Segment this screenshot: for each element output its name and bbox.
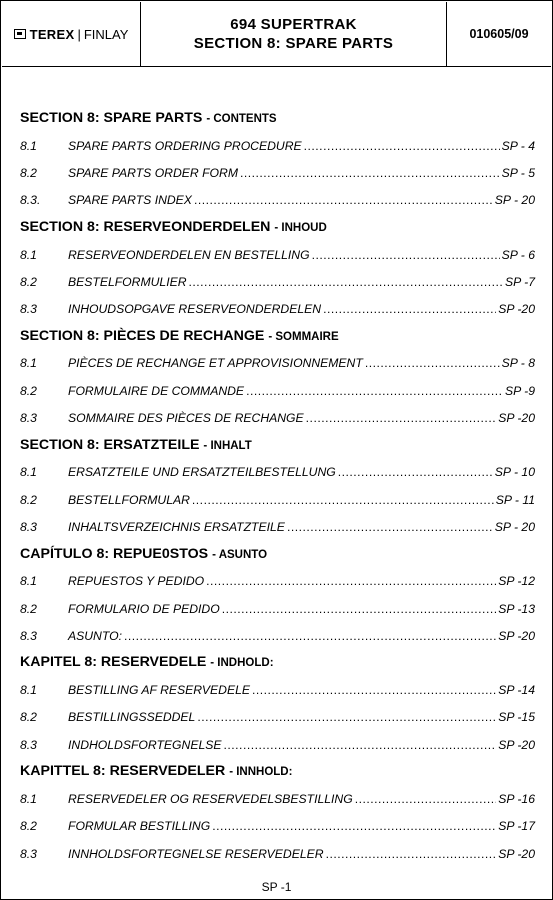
dot-leader bbox=[355, 792, 496, 806]
dot-leader bbox=[224, 738, 497, 752]
section-heading bbox=[20, 105, 535, 132]
section-title: KAPITTEL 8: RESERVEDELER bbox=[20, 763, 226, 780]
toc-entry[interactable] bbox=[20, 676, 535, 703]
entry-number: 8.2 bbox=[20, 819, 37, 834]
entry-page: SP -7 bbox=[504, 274, 535, 289]
document-code: 010605/09 bbox=[469, 27, 529, 41]
entry-page: SP -20 bbox=[498, 846, 535, 861]
dot-leader bbox=[365, 356, 500, 370]
toc-entry[interactable] bbox=[20, 813, 535, 840]
section-subtitle: - ASUNTO bbox=[212, 548, 268, 561]
dot-leader bbox=[252, 683, 496, 697]
entry-number: 8.3 bbox=[20, 411, 37, 426]
toc-entry[interactable] bbox=[20, 595, 535, 622]
dot-leader bbox=[323, 302, 496, 316]
toc-entry[interactable] bbox=[20, 785, 535, 812]
toc-entry[interactable] bbox=[20, 295, 535, 322]
entry-title: ERSATZTEILE UND ERSATZTEILBESTELLUNG bbox=[68, 465, 336, 480]
entry-number: 8.1 bbox=[20, 465, 37, 480]
entry-page: SP - 6 bbox=[501, 247, 535, 262]
entry-title: FORMULAIRE DE COMMANDE bbox=[68, 383, 245, 398]
title-line-1: 694 SUPERTRAK bbox=[230, 16, 357, 33]
section-title: SECTION 8: ERSATZTEILE bbox=[20, 436, 200, 453]
brand-separator: | bbox=[77, 26, 81, 42]
section-title: KAPITEL 8: RESERVEDELE bbox=[20, 654, 207, 671]
section-title: CAPÍTULO 8: REPUE0STOS bbox=[20, 545, 209, 562]
dot-leader bbox=[212, 819, 496, 833]
dot-leader bbox=[326, 847, 497, 861]
entry-number: 8.2 bbox=[20, 165, 37, 180]
dot-leader bbox=[306, 411, 497, 425]
entry-title: BESTELLFORMULAR bbox=[68, 492, 190, 507]
entry-number: 8.2 bbox=[20, 492, 37, 507]
dot-leader bbox=[304, 139, 500, 153]
entry-number: 8.1 bbox=[20, 356, 37, 371]
entry-number: 8.1 bbox=[20, 574, 37, 589]
dot-leader bbox=[197, 710, 496, 724]
dot-leader bbox=[206, 574, 496, 588]
entry-page: SP -9 bbox=[504, 383, 535, 398]
entry-page: SP -14 bbox=[498, 683, 535, 698]
section-heading bbox=[20, 214, 535, 241]
dot-leader bbox=[192, 493, 494, 507]
toc-entry[interactable] bbox=[20, 159, 535, 186]
title-line-2: SECTION 8: SPARE PARTS bbox=[193, 35, 394, 52]
section-subtitle: - INHOUD bbox=[274, 221, 327, 234]
entry-page: SP - 11 bbox=[495, 492, 535, 507]
section-subtitle: - INHALT bbox=[203, 439, 252, 452]
toc-entry[interactable] bbox=[20, 459, 535, 486]
entry-number: 8.3 bbox=[20, 628, 37, 643]
entry-number: 8.1 bbox=[20, 247, 37, 262]
toc-entry[interactable] bbox=[20, 241, 535, 268]
dot-leader bbox=[189, 275, 503, 289]
section-subtitle: - CONTENTS bbox=[206, 113, 277, 125]
entry-title: FORMULARIO DE PEDIDO bbox=[68, 601, 220, 616]
entry-number: 8.2 bbox=[20, 710, 37, 725]
toc-entry[interactable] bbox=[20, 568, 535, 595]
entry-title: REPUESTOS Y PEDIDO bbox=[68, 574, 205, 589]
entry-number: 8.2 bbox=[20, 274, 37, 289]
section-heading bbox=[20, 649, 535, 676]
entry-number: 8.3 bbox=[20, 302, 37, 317]
table-of-contents bbox=[20, 105, 535, 867]
dot-leader bbox=[240, 166, 500, 180]
page-header bbox=[2, 2, 551, 67]
entry-page: SP - 5 bbox=[501, 165, 535, 180]
dot-leader bbox=[246, 384, 503, 398]
toc-entry[interactable] bbox=[20, 486, 535, 513]
toc-entry[interactable] bbox=[20, 404, 535, 431]
entry-number: 8.3. bbox=[20, 193, 41, 208]
entry-page: SP -20 bbox=[498, 411, 535, 426]
entry-page: SP - 20 bbox=[494, 519, 535, 534]
entry-title: RESERVEDELER OG RESERVEDELSBESTILLING bbox=[68, 791, 353, 806]
entry-number: 8.1 bbox=[20, 138, 37, 153]
dot-leader bbox=[312, 248, 500, 262]
entry-title: SPARE PARTS ORDER FORM bbox=[68, 165, 238, 180]
entry-title: INHALTSVERZEICHNIS ERSATZTEILE bbox=[68, 519, 285, 534]
toc-entry[interactable] bbox=[20, 268, 535, 295]
entry-page: SP - 10 bbox=[494, 465, 535, 480]
section-heading bbox=[20, 432, 535, 459]
entry-number: 8.2 bbox=[20, 601, 37, 616]
section-heading bbox=[20, 758, 535, 785]
entry-number: 8.1 bbox=[20, 791, 37, 806]
entry-title: SPARE PARTS INDEX bbox=[68, 193, 192, 208]
toc-entry[interactable] bbox=[20, 513, 535, 540]
section-subtitle: - INNHOLD: bbox=[229, 766, 293, 779]
entry-page: SP -20 bbox=[498, 302, 535, 317]
entry-page: SP -17 bbox=[498, 819, 535, 834]
section-subtitle: - INDHOLD: bbox=[210, 657, 274, 670]
entry-title: PIÈCES DE RECHANGE ET APPROVISIONNEMENT bbox=[68, 356, 363, 371]
dot-leader bbox=[222, 602, 497, 616]
entry-title: ASUNTO: bbox=[68, 628, 122, 643]
dot-leader bbox=[124, 629, 496, 643]
dot-leader bbox=[194, 193, 493, 207]
brand-name-terex: TEREX bbox=[29, 26, 75, 42]
toc-entry[interactable] bbox=[20, 731, 535, 758]
document-title bbox=[141, 2, 447, 66]
entry-title: FORMULAR BESTILLING bbox=[68, 819, 211, 834]
section-title: SECTION 8: PIÈCES DE RECHANGE bbox=[20, 327, 265, 344]
entry-title: SPARE PARTS ORDERING PROCEDURE bbox=[68, 138, 302, 153]
entry-page: SP -12 bbox=[498, 574, 535, 589]
entry-title: SOMMAIRE DES PIÈCES DE RECHANGE bbox=[68, 411, 304, 426]
entry-number: 8.2 bbox=[20, 383, 37, 398]
toc-entry[interactable] bbox=[20, 622, 535, 649]
entry-number: 8.1 bbox=[20, 683, 37, 698]
section-subtitle: - SOMMAIRE bbox=[268, 330, 339, 343]
entry-page: SP -20 bbox=[498, 737, 535, 752]
page-number: SP -1 bbox=[261, 880, 292, 894]
section-title: SECTION 8: SPARE PARTS bbox=[20, 110, 203, 126]
entry-number: 8.3 bbox=[20, 519, 37, 534]
entry-title: BESTELFORMULIER bbox=[68, 274, 187, 289]
entry-page: SP -15 bbox=[498, 710, 535, 725]
entry-title: BESTILLING AF RESERVEDELE bbox=[68, 683, 250, 698]
entry-page: SP - 4 bbox=[501, 138, 535, 153]
entry-page: SP -16 bbox=[498, 791, 535, 806]
entry-title: INHOUDSOPGAVE RESERVEONDERDELEN bbox=[68, 302, 322, 317]
dot-leader bbox=[287, 520, 493, 534]
toc-entry[interactable] bbox=[20, 187, 535, 214]
entry-title: BESTILLINGSSEDDEL bbox=[68, 710, 196, 725]
entry-number: 8.3 bbox=[20, 846, 37, 861]
toc-entry[interactable] bbox=[20, 704, 535, 731]
toc-entry[interactable] bbox=[20, 377, 535, 404]
section-title: SECTION 8: RESERVEONDERDELEN bbox=[20, 218, 271, 235]
entry-title: RESERVEONDERDELEN EN BESTELLING bbox=[68, 247, 310, 262]
section-heading bbox=[20, 541, 535, 568]
entry-page: SP - 8 bbox=[501, 356, 535, 371]
entry-page: SP -13 bbox=[498, 601, 535, 616]
entry-title: INNHOLDSFORTEGNELSE RESERVEDELER bbox=[68, 846, 324, 861]
toc-entry[interactable] bbox=[20, 132, 535, 159]
toc-entry[interactable] bbox=[20, 840, 535, 867]
entry-page: SP -20 bbox=[498, 628, 535, 643]
section-heading bbox=[20, 323, 535, 350]
brand-name-finlay: FINLAY bbox=[83, 26, 129, 42]
brand-logo bbox=[2, 2, 141, 66]
dot-leader bbox=[338, 465, 493, 479]
entry-title: INDHOLDSFORTEGNELSE bbox=[68, 737, 222, 752]
entry-page: SP - 20 bbox=[494, 193, 535, 208]
terex-logo-icon bbox=[14, 29, 26, 39]
entry-number: 8.3 bbox=[20, 737, 37, 752]
toc-entry[interactable] bbox=[20, 350, 535, 377]
